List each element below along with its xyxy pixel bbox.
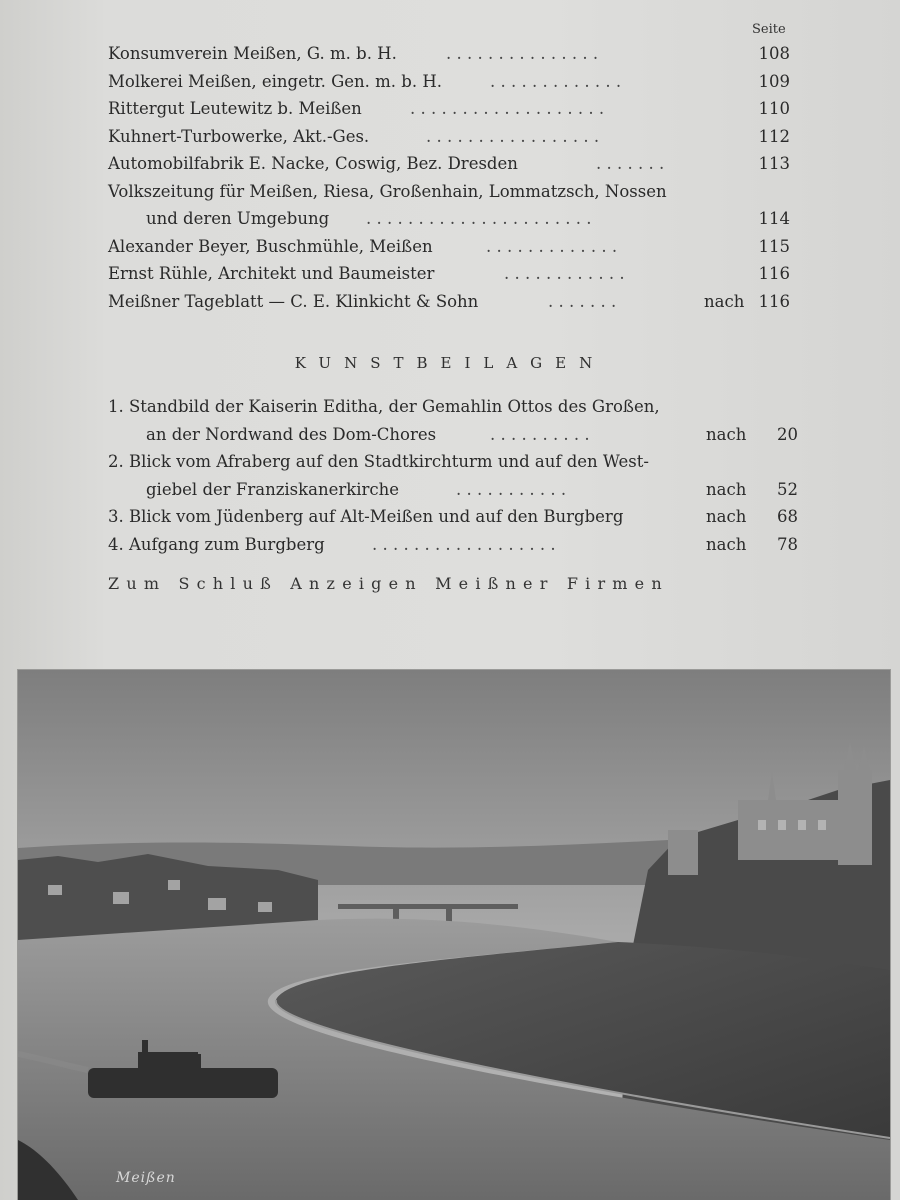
- toc-page-number: 113: [758, 154, 790, 173]
- toc-entry-text: Molkerei Meißen, eingetr. Gen. m. b. H.: [108, 71, 442, 91]
- kunst-entry-text: 2. Blick vom Afraberg auf den Stadtkirchturm und auf den West-: [108, 452, 649, 471]
- leader-dots: . . . . . . .: [548, 291, 617, 311]
- kunst-row: [108, 448, 798, 476]
- leader-dots: . . . . . . . . . . . . .: [490, 71, 622, 91]
- seite-column-label: Seite: [752, 22, 786, 37]
- closing-note: Zum Schluß Anzeigen Meißner Firmen: [108, 574, 669, 593]
- toc-page-number: 109: [758, 71, 790, 91]
- meissen-river-photograph: [18, 670, 890, 1200]
- toc-row: [108, 68, 798, 96]
- leader-dots: . . . . . . . . . . . . .: [486, 236, 618, 256]
- leader-dots: . . . . . . . . . . . .: [504, 264, 625, 283]
- toc-page-number: 108: [758, 44, 790, 63]
- kunst-entry-text: an der Nordwand des Dom-Chores: [146, 424, 437, 444]
- toc-row: [108, 95, 798, 123]
- toc-row: [108, 233, 798, 261]
- kunst-row: [108, 476, 798, 504]
- table-of-contents: [108, 40, 798, 315]
- leader-dots: . . . . . . .: [596, 154, 665, 173]
- toc-entry-text: Automobilfabrik E. Nacke, Coswig, Bez. Dresden: [108, 154, 518, 173]
- kunst-page-number: 20: [777, 424, 798, 444]
- toc-entry-text: Kuhnert-Turbowerke, Akt.-Ges.: [108, 126, 370, 146]
- leader-dots: . . . . . . . . . . . . . . . . . .: [372, 534, 556, 554]
- kunstbeilagen-list: [108, 393, 798, 558]
- kunst-page-number: 78: [777, 534, 798, 554]
- toc-page-number: 115: [758, 236, 790, 256]
- kunst-nach-label: nach: [706, 424, 747, 444]
- kunst-entry-text: 4. Aufgang zum Burgberg: [108, 534, 325, 554]
- leader-dots: . . . . . . . . . . . . . . . . .: [426, 126, 600, 146]
- photo-caption: Meißen: [116, 1170, 176, 1186]
- toc-entry-text: Rittergut Leutewitz b. Meißen: [108, 99, 362, 118]
- toc-row: [108, 40, 798, 68]
- toc-entry-text: und deren Umgebung: [146, 209, 330, 228]
- toc-entry-text: Alexander Beyer, Buschmühle, Meißen: [108, 236, 433, 256]
- toc-row: [108, 260, 798, 288]
- toc-entry-text: Ernst Rühle, Architekt und Baumeister: [108, 264, 435, 283]
- leader-dots: . . . . . . . . . . .: [456, 479, 567, 499]
- toc-entry-text: Konsumverein Meißen, G. m. b. H.: [108, 44, 397, 63]
- toc-row: [108, 178, 798, 206]
- toc-row: [108, 205, 798, 233]
- toc-entry-text: Volkszeitung für Meißen, Riesa, Großenhain, Lommatzsch, Nossen: [108, 181, 667, 201]
- kunst-page-number: 52: [777, 479, 798, 499]
- kunst-entry-text: 3. Blick vom Jüdenberg auf Alt-Meißen und auf den Burgberg: [108, 507, 624, 526]
- kunst-entry-text: 1. Standbild der Kaiserin Editha, der Gemahlin Ottos des Großen,: [108, 397, 660, 416]
- kunst-nach-label: nach: [706, 507, 747, 526]
- kunst-row: [108, 421, 798, 449]
- toc-page-number: 116: [758, 291, 790, 311]
- kunstbeilagen-heading: KUNSTBEILAGEN: [294, 354, 606, 372]
- leader-dots: . . . . . . . . . . . . . . . . . . .: [410, 99, 605, 118]
- kunst-row: [108, 503, 798, 531]
- toc-page-number: 110: [758, 99, 790, 118]
- toc-row: [108, 123, 798, 151]
- kunst-row: [108, 531, 798, 559]
- toc-page-number: 112: [758, 126, 790, 146]
- kunst-row: [108, 393, 798, 421]
- kunst-nach-label: nach: [706, 534, 747, 554]
- kunst-nach-label: nach: [706, 479, 747, 499]
- kunst-page-number: 68: [777, 507, 798, 526]
- toc-row: [108, 150, 798, 178]
- toc-row: [108, 288, 798, 316]
- leader-dots: . . . . . . . . . . . . . . .: [446, 44, 599, 63]
- kunst-entry-text: giebel der Franziskanerkirche: [146, 479, 400, 499]
- leader-dots: . . . . . . . . . . . . . . . . . . . . . .: [366, 209, 592, 228]
- toc-page-number: 114: [758, 209, 790, 228]
- toc-entry-text: Meißner Tageblatt — C. E. Klinkicht & Sohn: [108, 291, 479, 311]
- leader-dots: . . . . . . . . . .: [490, 424, 590, 444]
- toc-page-number: 116: [758, 264, 790, 283]
- toc-nach-label: nach: [704, 291, 745, 311]
